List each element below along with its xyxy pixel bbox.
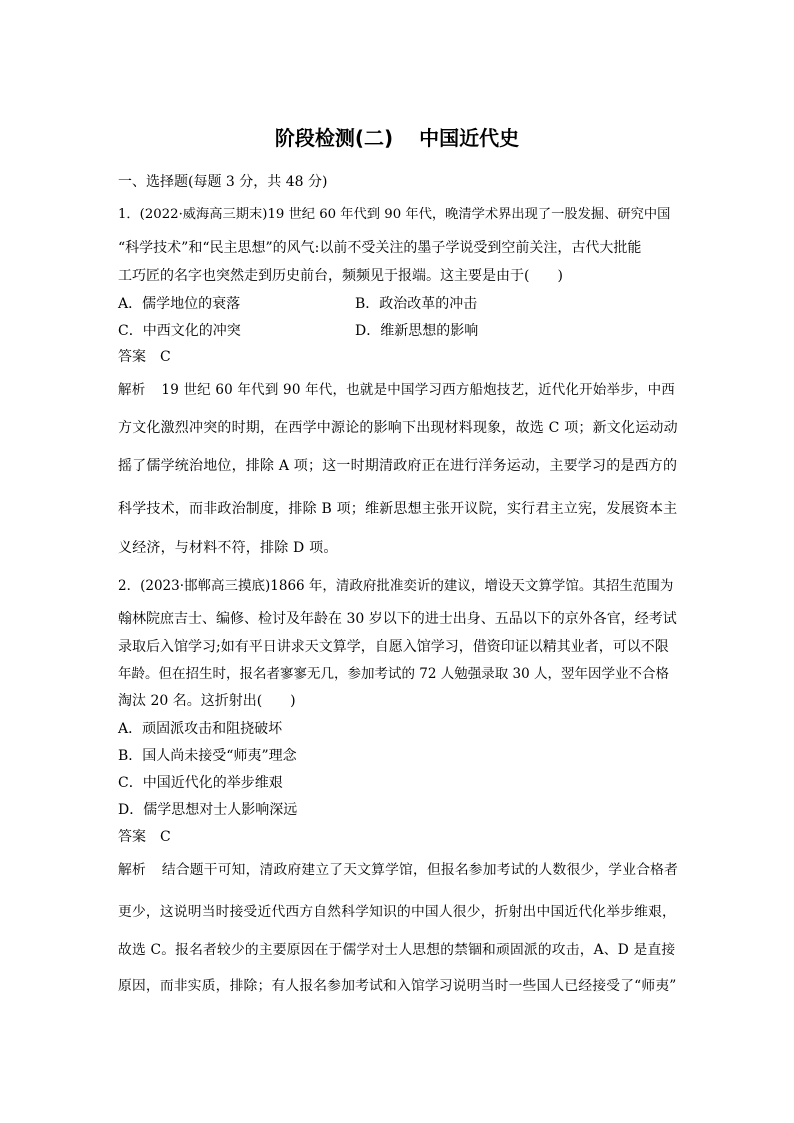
q1-option-a: A．儒学地位的衰落 — [118, 296, 241, 312]
q2-option-b: B．国人尚未接受“师夷”理念 — [118, 748, 297, 764]
q2-option-c: C．中国近代化的举步维艰 — [118, 775, 283, 791]
q1-analysis-text-1: 19 世纪 60 年代到 90 年代，也就是中国学习西方船炮技艺，近代化开始举步，中西 — [161, 382, 675, 398]
q2-analysis-line-3: 故选 C。报名者较少的主要原因在于儒学对士人思想的禁锢和顽固派的攻击，A、D 是直接 — [118, 942, 676, 958]
q2-analysis-line-4: 原因，而非实质，排除；有人报名参加考试和入馆学习说明当时一些国人已经接受了“师夷” — [118, 978, 677, 994]
q1-option-c: C．中西文化的冲突 — [118, 323, 241, 339]
q1-answer — [118, 347, 678, 367]
q2-option-a: A．顽固派攻击和阻挠破坏 — [118, 721, 283, 737]
analysis-label: 解析 — [118, 862, 146, 878]
q2-option-d: D．儒学思想对士人影响深远 — [118, 802, 298, 818]
q2-line-4: 年龄。但在招生时，报名者寥寥无几，参加考试的 72 人勉强录取 30 人，翌年因学业不合格 — [118, 666, 670, 682]
q1-line-3: 工巧匠的名字也突然走到历史前台，频频见于报端。这主要是由于( ) — [118, 268, 563, 284]
q2-analysis-line-2: 更少，这说明当时接受近代西方自然科学知识的中国人很少，折射出中国近代化举步维艰， — [118, 904, 677, 920]
q1-analysis-line-1 — [118, 380, 678, 400]
q1-analysis-line-3: 摇了儒学统治地位，排除 A 项；这一时期清政府正在进行洋务运动，主要学习的是西方的 — [118, 458, 678, 474]
q2-answer — [118, 827, 678, 847]
q1-option-b: B．政治改革的冲击 — [355, 296, 478, 312]
q1-option-row-1 — [118, 294, 678, 314]
q1-answer-value: C — [160, 349, 171, 365]
answer-label: 答案 — [118, 349, 146, 365]
q1-option-row-2 — [118, 321, 678, 341]
page-title — [0, 124, 794, 152]
analysis-label: 解析 — [118, 382, 146, 398]
section-heading: 一、选择题(每题 3 分，共 48 分) — [118, 174, 328, 190]
q1-line-1: 1．(2022·威海高三期末)19 世纪 60 年代到 90 年代，晚清学术界出现了一股发掘、研究中国 — [118, 207, 671, 222]
q2-analysis-line-1 — [118, 860, 678, 880]
title-right: 中国近代史 — [419, 126, 520, 150]
q1-line-2: “科学技术”和“民主思想”的风气:以前不受关注的墨子学说受到空前关注，古代大批能 — [118, 240, 642, 256]
q2-analysis-text-1: 结合题干可知，清政府建立了天文算学馆，但报名参加考试的人数很少，学业合格者 — [161, 862, 679, 878]
q1-analysis-line-4: 科学技术，而非政治制度，排除 B 项；维新思想主张开议院，实行君主立宪，发展资本主 — [118, 501, 678, 517]
q2-line-2: 翰林院庶吉士、编修、检讨及年龄在 30 岁以下的进士出身、五品以下的京外各官，经考试 — [118, 611, 677, 627]
q2-line-5: 淘汰 20 名。这折射出( ) — [118, 693, 296, 709]
q2-line-1: 2．(2023·邯郸高三摸底)1866 年，清政府批准奕䜣的建议，增设天文算学馆。其招生范围为 — [118, 578, 674, 594]
q1-analysis-line-2: 方文化激烈冲突的时期，在西学中源论的影响下出现材料现象，故选 C 项；新文化运动动 — [118, 420, 678, 436]
q1-analysis-line-5: 义经济，与材料不符，排除 D 项。 — [118, 540, 338, 556]
title-left: 阶段检测(二) — [274, 126, 394, 150]
q2-line-3: 录取后入馆学习;如有平日讲求天文算学，自愿入馆学习，借资印证以精其业者，可以不限 — [118, 639, 669, 655]
answer-label: 答案 — [118, 829, 146, 845]
q1-option-d: D．维新思想的影响 — [355, 323, 479, 339]
q2-answer-value: C — [160, 829, 171, 845]
